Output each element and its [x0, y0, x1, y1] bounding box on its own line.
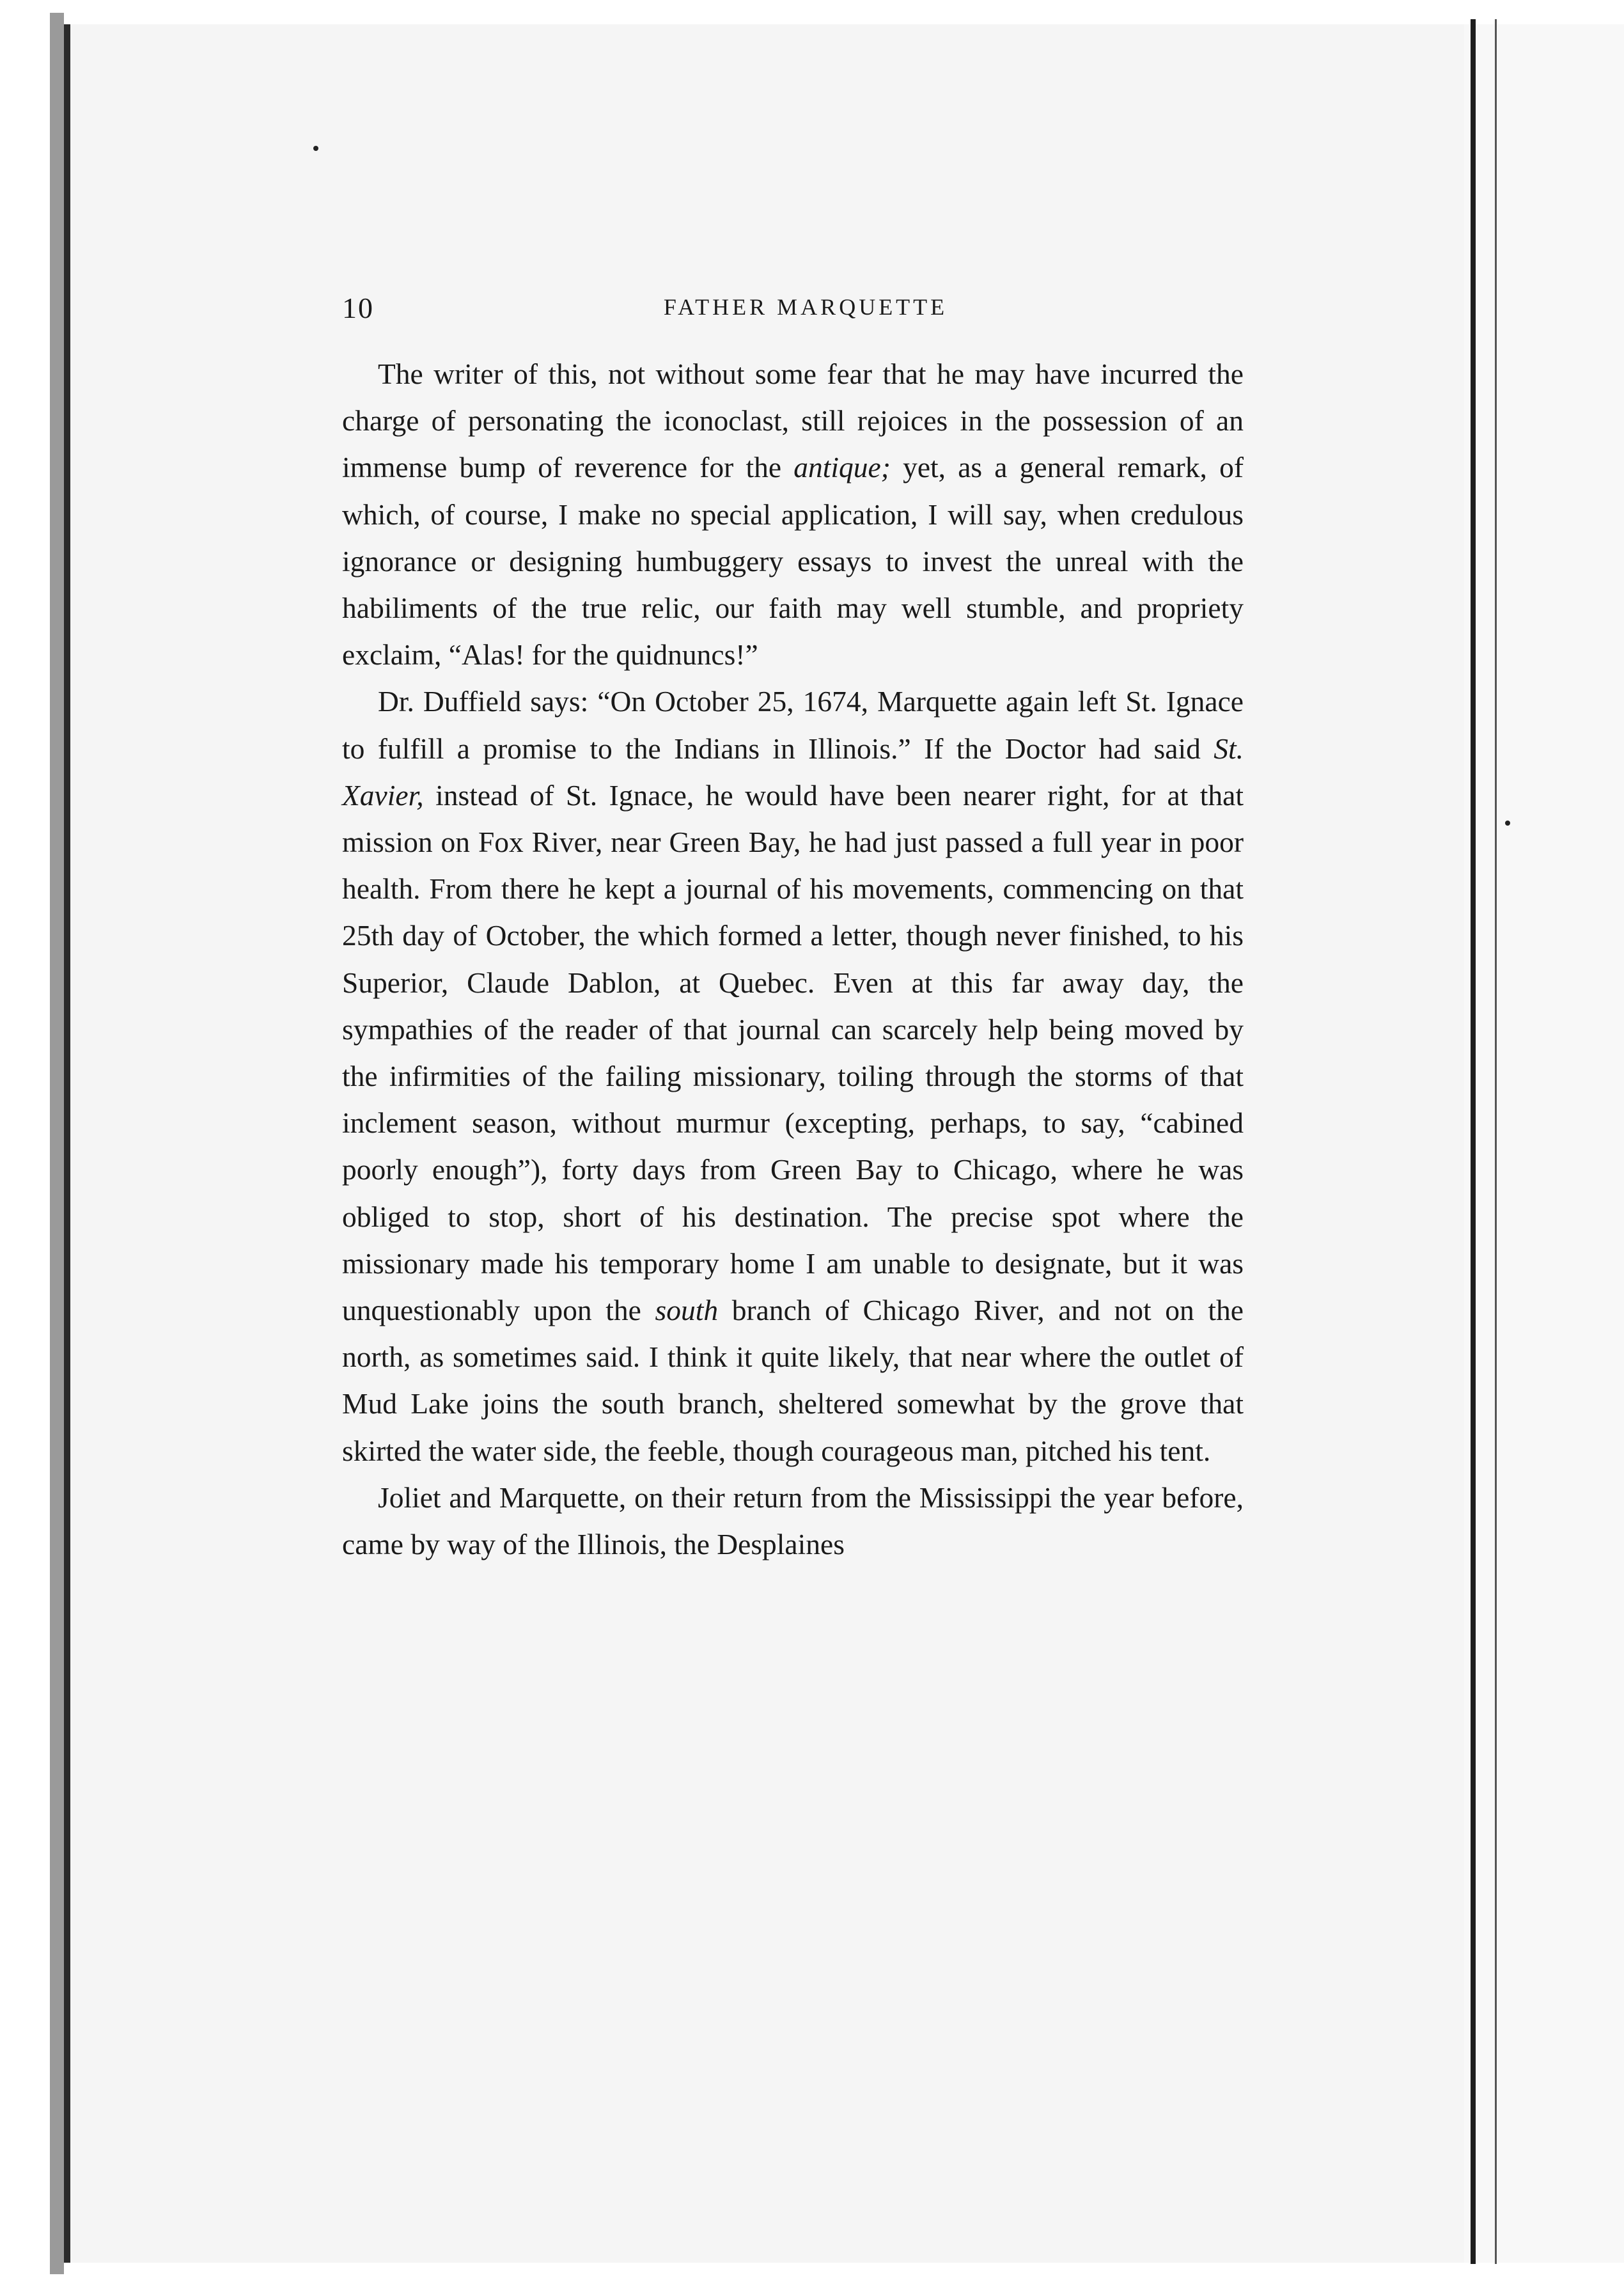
- paragraph-2-italic-st-xavier: St. Xavier,: [342, 732, 1244, 812]
- paragraph-2-text-c: branch of Chicago River, and not on the north, as sometimes said. I think it quite likely, that near where the outlet of Mud Lake joins the south branch, sheltered somewhat by the grove that skirted the water side, the feeble, though courageous man, pitched his tent.: [342, 1294, 1244, 1467]
- paragraph-2-italic-south: south: [655, 1294, 719, 1327]
- book-spine-edge: [50, 13, 64, 2274]
- paragraph-2: [342, 678, 1244, 1474]
- running-title: FATHER MARQUETTE: [663, 294, 948, 320]
- page-fold-line-secondary: [1495, 19, 1497, 2264]
- paragraph-3: [342, 1474, 1244, 1568]
- paragraph-1-italic-antique: antique;: [793, 451, 891, 484]
- paragraph-3-text: Joliet and Marquette, on their return from the Mississippi the year before, came by way of the Illinois, the Desplaines: [342, 1481, 1244, 1561]
- paragraph-1-text-a: The writer of this, not without some fear that he may have incurred the charge of personating the iconoclast, still rejoices in the possession of an immense bump of reverence for the: [342, 358, 1244, 484]
- paragraph-1: [342, 350, 1244, 678]
- scan-speck: [1505, 821, 1510, 826]
- paragraph-2-text-b: instead of St. Ignace, he would have been nearer right, for at that mission on Fox River, near Green Bay, he had just passed a full year in poor health. From there he kept a journal of his movements, commencing on that 25th day of October, the which formed a letter, though never finished, to his Superior, Claude Dablon, at Quebec. Even at this far away day, the sympathies of the reader of that journal can scarcely help being moved by the infirmities of the failing missionary, toiling through the storms of that inclement season, without murmur (excepting, perhaps, to say, “cabined poorly enough”), forty days from Green Bay to Chicago, where he was obliged to stop, short of his destination. The precise spot where the missionary made his temporary home I am unable to designate, but it was unquestionably upon the: [342, 778, 1244, 1327]
- body-text: [342, 350, 1244, 1568]
- running-head: [342, 291, 1244, 336]
- page-fold-line: [1471, 19, 1476, 2264]
- scan-speck: [313, 146, 318, 151]
- paragraph-1-text-b: yet, as a general remark, of which, of course, I make no special application, I will say, when credulous ignorance or designing humbuggery essays to invest the unreal with the habiliments of the true relic, our faith may well stumble, and propriety exclaim, “Alas! for the quidnuncs!”: [342, 451, 1244, 672]
- page-number: 10: [342, 292, 374, 324]
- facing-page-strip: [1464, 24, 1624, 2263]
- paragraph-2-text-a: Dr. Duffield says: “On October 25, 1674, Marquette again left St. Ignace to fulfill a promise to the Indians in Illinois.” If the Doctor had said: [342, 685, 1244, 765]
